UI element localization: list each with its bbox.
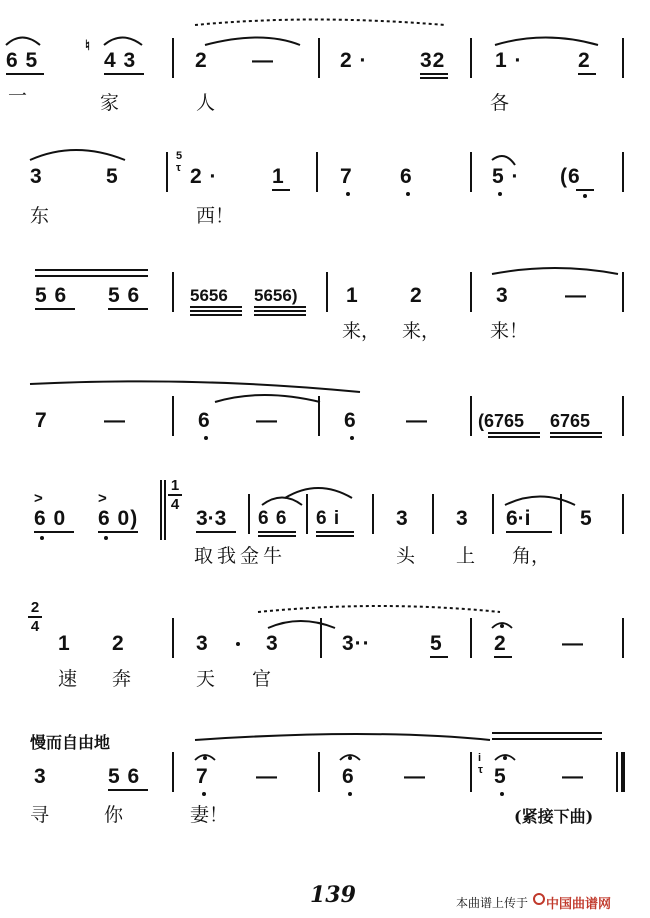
note-group: 6 0 [34,507,67,530]
bar-line [622,38,624,78]
time-sig-bottom: 4 [30,618,40,635]
note: 2 [578,49,591,72]
note: 5 [494,765,507,788]
dash: — [256,765,278,788]
note: 2 [195,49,208,72]
underline [316,531,354,533]
bar-line [172,396,174,436]
lyric: 西！ [196,205,235,227]
note: 2 [410,284,423,307]
bar-line [492,494,494,534]
underline [190,310,242,312]
low-dot [498,192,502,196]
underline [6,73,44,75]
lyric: 寻 [30,804,50,826]
low-dot [350,436,354,440]
accent-mark: > [34,490,44,507]
bar-line [160,480,162,540]
note-group: 3·3 [196,507,227,530]
note: 3 [30,165,43,188]
underline [108,308,148,310]
note: 2 · [190,165,218,188]
note: 6 [344,409,357,432]
bar-line [172,618,174,658]
bar-line [622,396,624,436]
time-sig-top: 1 [170,477,180,494]
note: 1 [272,165,285,188]
note: 2 [112,632,125,655]
lyric: 官 [252,668,272,690]
underline [506,531,552,533]
page-number: 139 [310,882,356,908]
underline [420,73,448,75]
dash: — [252,49,274,72]
lyric: 一 [8,85,28,107]
low-dot [40,536,44,540]
bar-line [622,618,624,658]
lyric: 速 [58,668,78,690]
note: 3 [196,632,209,655]
bar-line [318,396,320,436]
final-bar-thin [616,752,618,792]
note: 5 [430,632,443,655]
note: 1 [346,284,359,307]
underline [550,432,602,434]
lyric: 人 [196,92,216,114]
lyric: 来， [402,320,441,342]
time-sig-bottom: 4 [170,496,180,513]
dash: — [562,632,584,655]
note: 5 [580,507,593,530]
underline [254,310,306,312]
dot [236,642,240,646]
note-group: (6765 [478,411,525,431]
bar-line [318,752,320,792]
underline [258,531,296,533]
note-group: 5 6 [108,284,141,307]
bar-line [172,38,174,78]
note-group: 6 i [316,508,341,529]
note-group: 5 6 [108,765,141,788]
note: 2 · [340,49,368,72]
note-group: 32 [420,49,446,72]
low-dot [104,536,108,540]
underline [272,189,290,191]
logo-icon [533,893,545,905]
note: 5 [106,165,119,188]
dash: — [565,284,587,307]
bar-line [470,618,472,658]
bar-line [172,752,174,792]
lyric: 妻！ [190,804,229,826]
grace-note: i [478,752,482,764]
upload-credit: 本曲谱上传于 [456,896,529,910]
note-group: 6765 [550,411,591,431]
dash: — [104,409,126,432]
note: 3 [456,507,469,530]
underline [576,189,594,191]
bar-line [316,152,318,192]
underline [430,656,448,658]
note: 3·· [342,632,371,655]
low-dot [500,792,504,796]
bar-line [372,494,374,534]
performance-note: (紧接下曲) [514,807,594,826]
bar-line [470,38,472,78]
natural-sign: ♮ [85,37,92,53]
bar-line [470,396,472,436]
underline [550,436,602,438]
note: 6 [198,409,211,432]
note: 7 [340,165,353,188]
note-group: 5656) [254,286,298,305]
dash: — [406,409,428,432]
note: 7 [35,409,48,432]
time-sig-top: 2 [30,599,40,616]
underline [578,73,596,75]
dash: — [562,765,584,788]
note: (6 [560,165,581,188]
bar-line [248,494,250,534]
note: 7 [196,765,209,788]
underline [254,306,306,308]
note: 6 [342,765,355,788]
low-dot [583,194,587,198]
note: 3 [496,284,509,307]
low-dot [406,192,410,196]
lyric: 头 [396,545,416,567]
lyric: 取我金牛 [194,545,287,567]
underline [196,531,236,533]
lyric: 家 [100,92,120,114]
grace-note: 5 [176,150,183,162]
grace-mark: τ [176,162,181,174]
note-group: 6 6 [258,508,288,529]
bar-line [166,152,168,192]
underline [35,308,75,310]
bar-line [470,752,472,792]
note: 1 [58,632,71,655]
underline [98,531,138,533]
bar-line [432,494,434,534]
note: 1 · [495,49,523,72]
bar-line [622,494,624,534]
note: 2 [494,632,507,655]
bar-line [318,38,320,78]
note-group: 6 5 [6,49,39,72]
underline [254,314,306,316]
lyric: 上 [456,545,476,567]
lyric: 奔 [112,668,132,690]
low-dot [346,192,350,196]
bar-line [306,494,308,534]
note: 6 [400,165,413,188]
bar-line [172,272,174,312]
lyric: 各 [490,92,510,114]
underline [258,535,296,537]
underline [316,535,354,537]
low-dot [348,792,352,796]
site-logo[interactable]: 中国曲谱网 [546,897,612,912]
grace-mark: τ [478,764,483,776]
note-group: 5 6 [35,284,68,307]
underline [488,436,540,438]
note-group: 4 3 [104,49,137,72]
lyric: 你 [104,804,124,826]
underline [190,306,242,308]
low-dot [202,792,206,796]
accent-mark: > [98,490,108,507]
underline [34,531,74,533]
bar-line [470,272,472,312]
lyric: 来！ [490,320,529,342]
bar-line [560,494,562,534]
bar-line [622,152,624,192]
bar-line [320,618,322,658]
underline [104,73,144,75]
dash: — [256,409,278,432]
note-group: 6 0) [98,507,139,530]
note: 5 · [492,165,520,188]
note: 3 [266,632,279,655]
note: 3 [396,507,409,530]
bar-line [622,272,624,312]
bar-line [326,272,328,312]
dash: — [404,765,426,788]
underline [420,77,448,79]
bar-line [470,152,472,192]
lyric: 天 [196,668,216,690]
tempo-marking: 慢而自由地 [30,733,111,752]
underline [494,656,512,658]
low-dot [204,436,208,440]
lyric: 来， [342,320,381,342]
underline [190,314,242,316]
note-group: 5656 [190,286,228,305]
bar-line [164,480,166,540]
note: 3 [34,765,47,788]
note-group: 6·i [506,507,531,530]
lyric: 东 [30,205,50,227]
underline [488,432,540,434]
final-bar-thick [621,752,625,792]
lyric: 角， [512,545,551,567]
underline [108,789,148,791]
